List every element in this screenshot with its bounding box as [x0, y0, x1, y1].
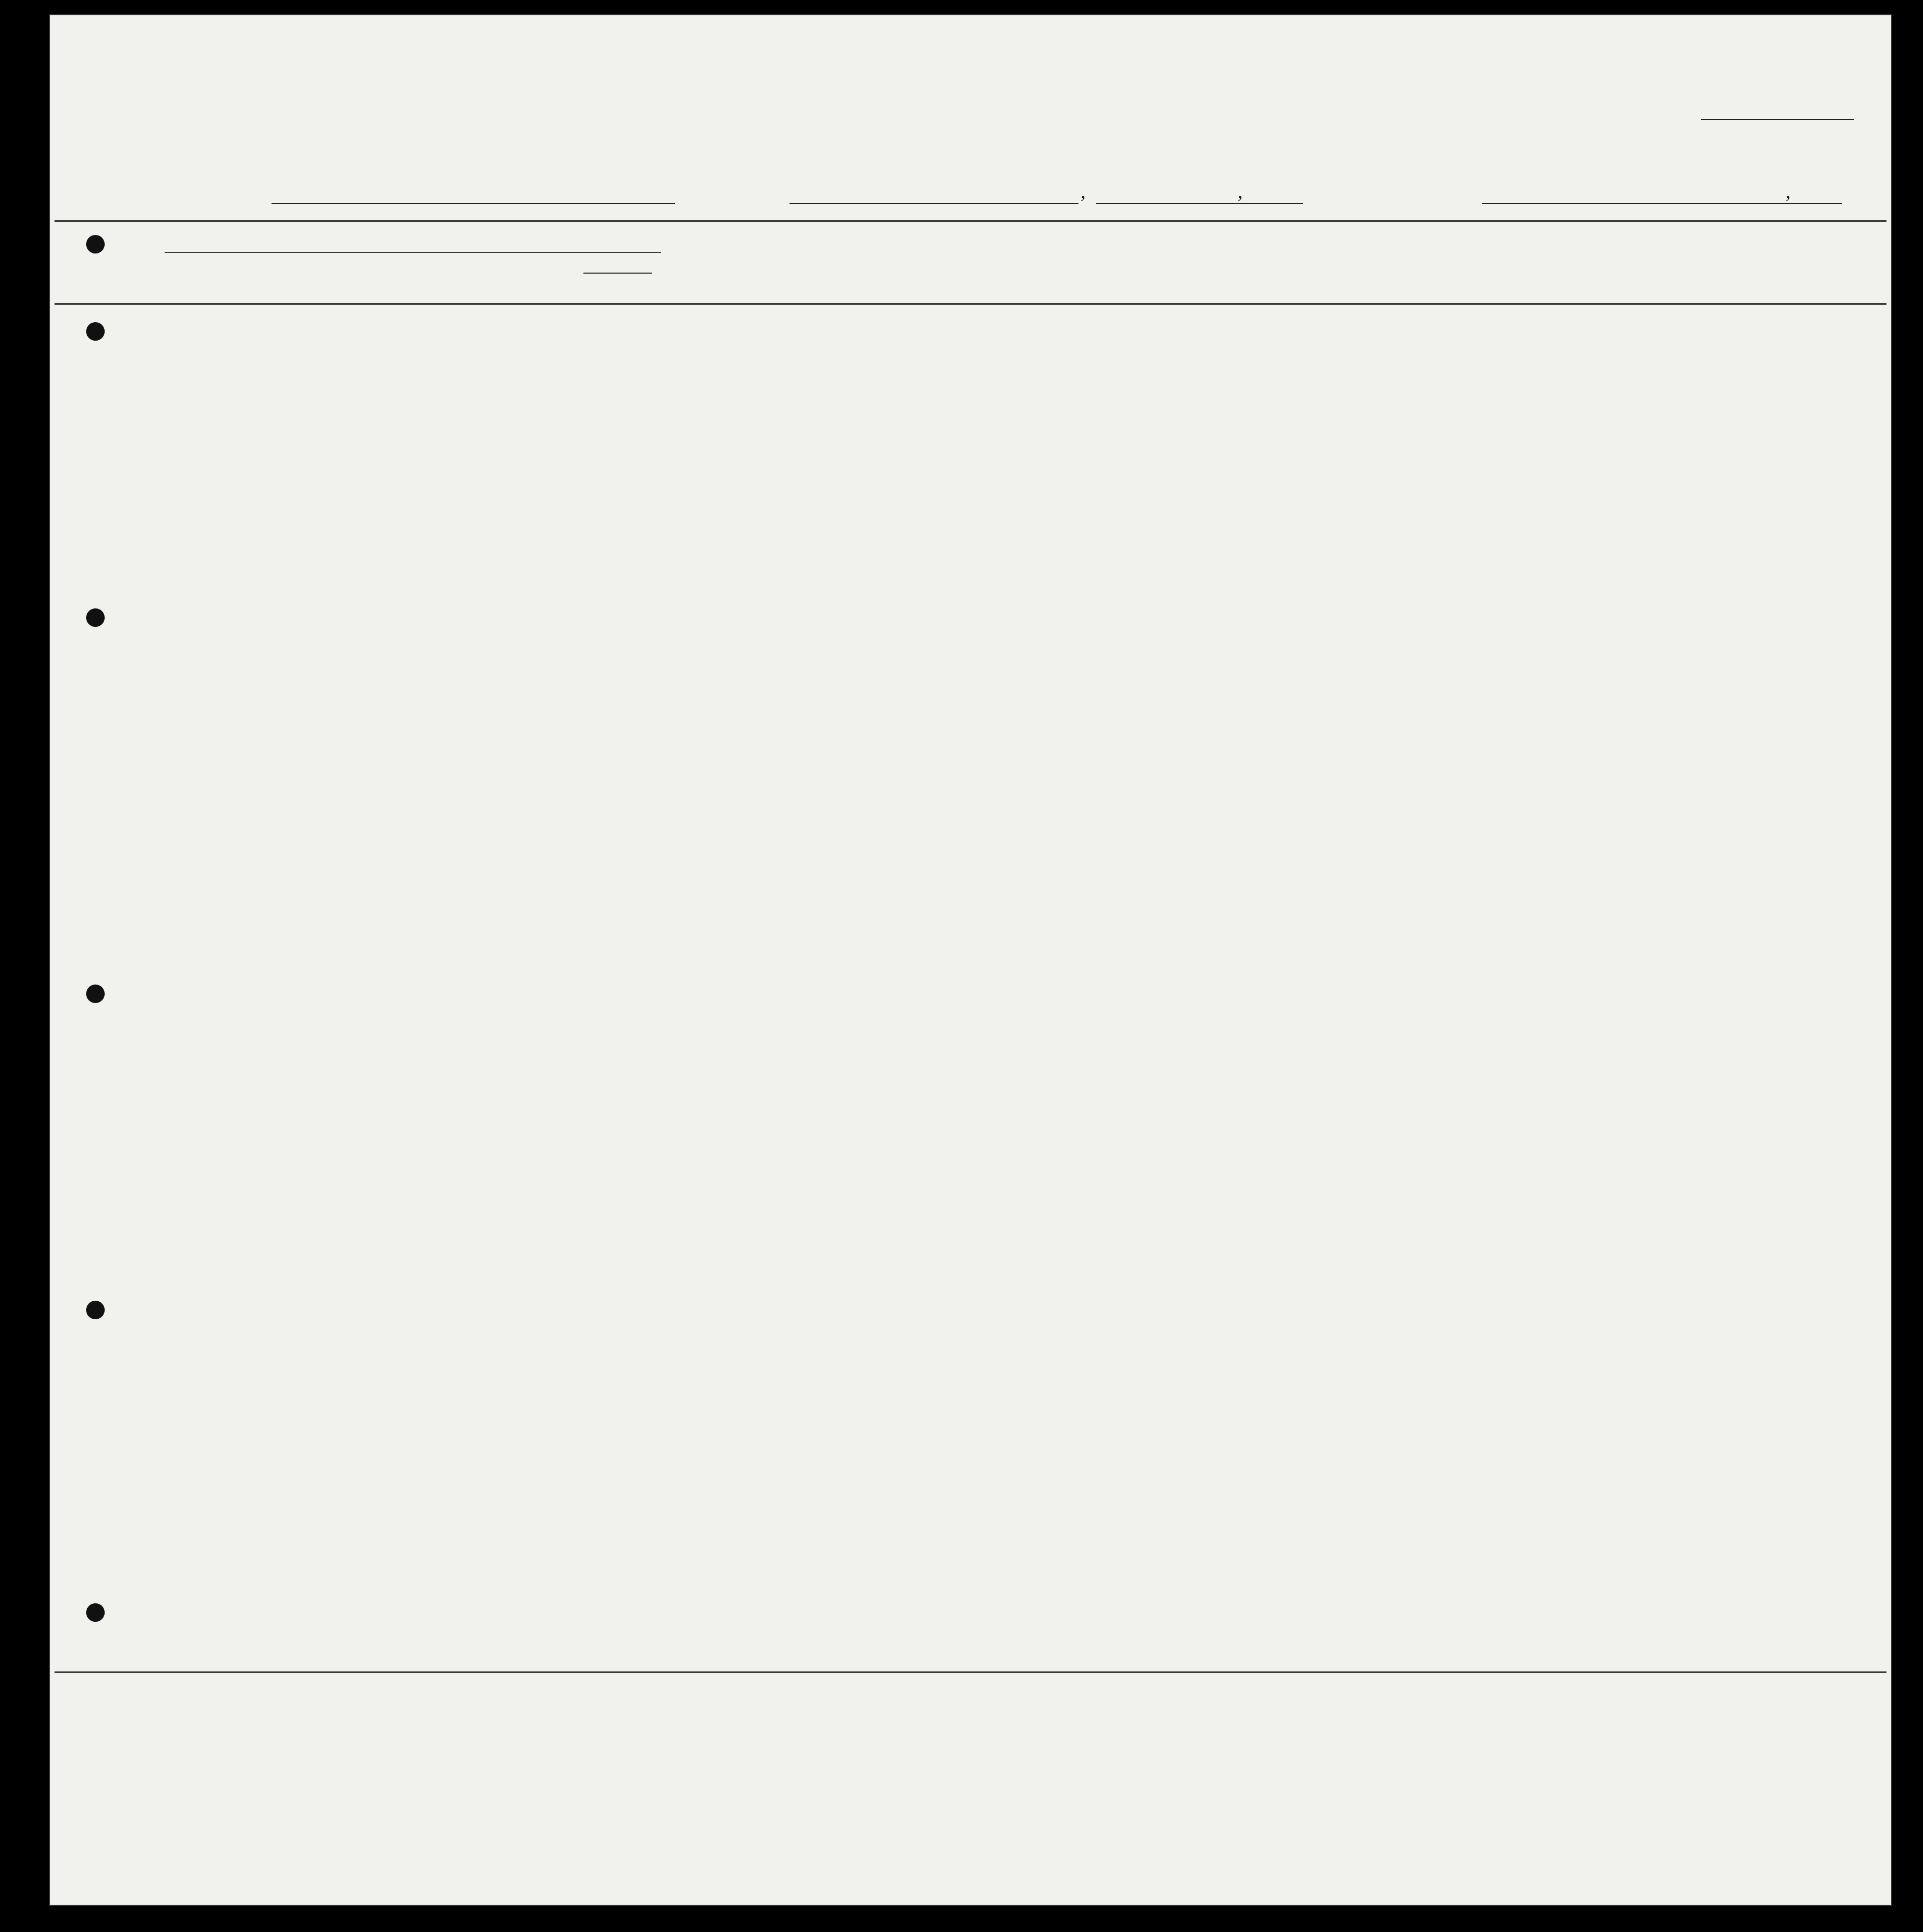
comma: ,: [1786, 180, 1791, 202]
check-marks: [49, 14, 1892, 1704]
comma: ,: [1238, 180, 1243, 202]
comma: ,: [1081, 180, 1086, 202]
manifest-sheet: [49, 14, 1892, 1906]
